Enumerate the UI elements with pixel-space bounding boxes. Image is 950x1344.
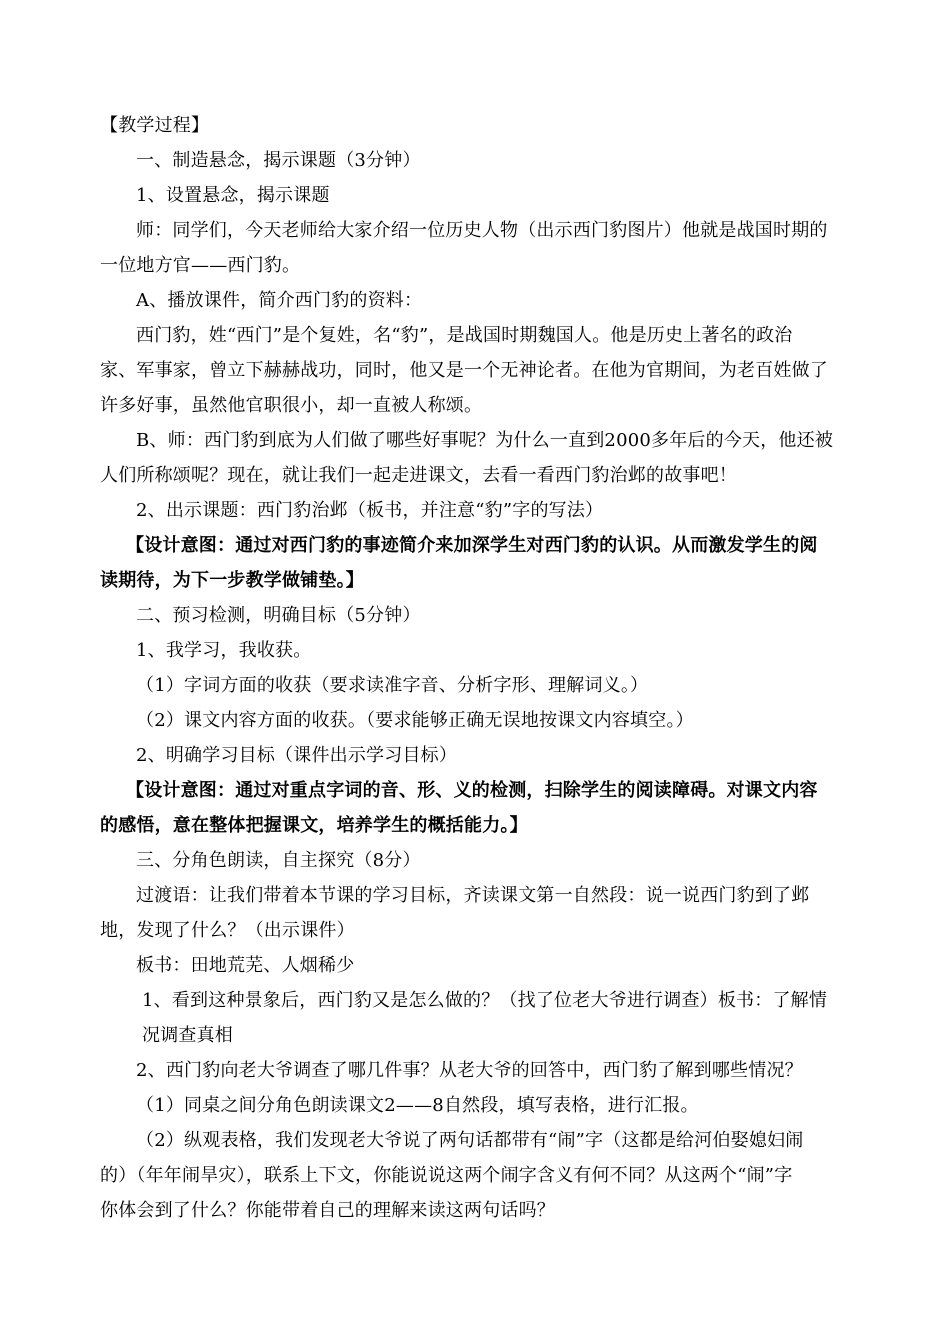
section-two-item-1: 1、我学习，我收获。 [136,640,312,661]
design-intent-2-line-2: 的感悟，意在整体把握课文，培养学生的概括能力。】 [100,815,528,836]
teacher-intro-line-1: 师：同学们，今天老师给大家介绍一位历史人物（出示西门豹图片）他就是战国时期的 [136,220,828,241]
section-two-item-1a: （1）字词方面的收获（要求读准字音、分析字形、理解词义。） [136,675,649,696]
teacher-intro-line-2: 一位地方官——西门豹。 [100,255,301,276]
section-one-title: 一、制造悬念，揭示课题（3分钟） [136,150,421,171]
step-a: A、播放课件，简介西门豹的资料： [136,290,423,311]
document-page [100,108,870,1228]
section-heading: 【教学过程】 [100,115,210,136]
step-b-line-1: B、师：西门豹到底为人们做了哪些好事呢？为什么一直到2000多年后的今天，他还被 [136,430,834,451]
transition-line-2: 地，发现了什么？（出示课件） [100,920,355,941]
section-two-item-2: 2、明确学习目标（课件出示学习目标） [136,745,458,766]
section-one-item-1: 1、设置悬念，揭示课题 [136,185,330,206]
design-intent-2-line-1: 【设计意图：通过对重点字词的音、形、义的检测，扫除学生的阅读障碍。对课文内容 [126,780,818,801]
design-intent-1-line-2: 读期待，为下一步教学做铺垫。】 [100,570,364,591]
section-two-item-1b: （2）课文内容方面的收获。（要求能够正确无误地按课文内容填空。） [136,710,694,731]
design-intent-1-line-1: 【设计意图：通过对西门豹的事迹简介来加深学生对西门豹的认识。从而激发学生的阅 [126,535,818,556]
section-three-item-1-line-2: 况调查真相 [142,1025,233,1046]
section-one-item-2: 2、出示课题：西门豹治邺（板书，并注意“豹”字的写法） [136,500,604,521]
section-three-item-2a: （1）同桌之间分角色朗读课文2——8自然段，填写表格，进行汇报。 [136,1095,699,1116]
step-b-line-2: 人们所称颂呢？现在，就让我们一起走进课文，去看一看西门豹治邺的故事吧！ [100,465,737,486]
section-three-item-2b-line-2: 的）（年年闹旱灾），联系上下文，你能说说这两个闹字含义有何不同？从这两个“闹”字 [100,1165,793,1186]
section-three-item-2b-line-1: （2）纵观表格，我们发现老大爷说了两句话都带有“闹”字（这都是给河伯娶媳妇闹 [136,1130,804,1151]
bio-line-1: 西门豹，姓“西门”是个复姓，名“豹”，是战国时期魏国人。他是历史上著名的政治 [136,325,793,346]
transition-line-1: 过渡语：让我们带着本节课的学习目标，齐读课文第一自然段：说一说西门豹到了邺 [136,885,810,906]
bio-line-3: 许多好事，虽然他官职很小，却一直被人称颂。 [100,395,483,416]
bio-line-2: 家、军事家，曾立下赫赫战功，同时，他又是一个无神论者。在他为官期间，为老百姓做了 [100,360,828,381]
section-three-title: 三、分角色朗读，自主探究（8分） [136,850,421,871]
section-two-title: 二、预习检测，明确目标（5分钟） [136,605,421,626]
board-note: 板书：田地荒芜、人烟稀少 [136,955,355,976]
section-three-item-2: 2、西门豹向老大爷调查了哪几件事？从老大爷的回答中，西门豹了解到哪些情况？ [136,1060,803,1081]
section-three-item-1-line-1: 1、看到这种景象后，西门豹又是怎么做的？（找了位老大爷进行调查）板书：了解情 [142,990,828,1011]
section-three-item-2b-line-3: 你体会到了什么？你能带着自己的理解来读这两句话吗？ [100,1200,555,1221]
